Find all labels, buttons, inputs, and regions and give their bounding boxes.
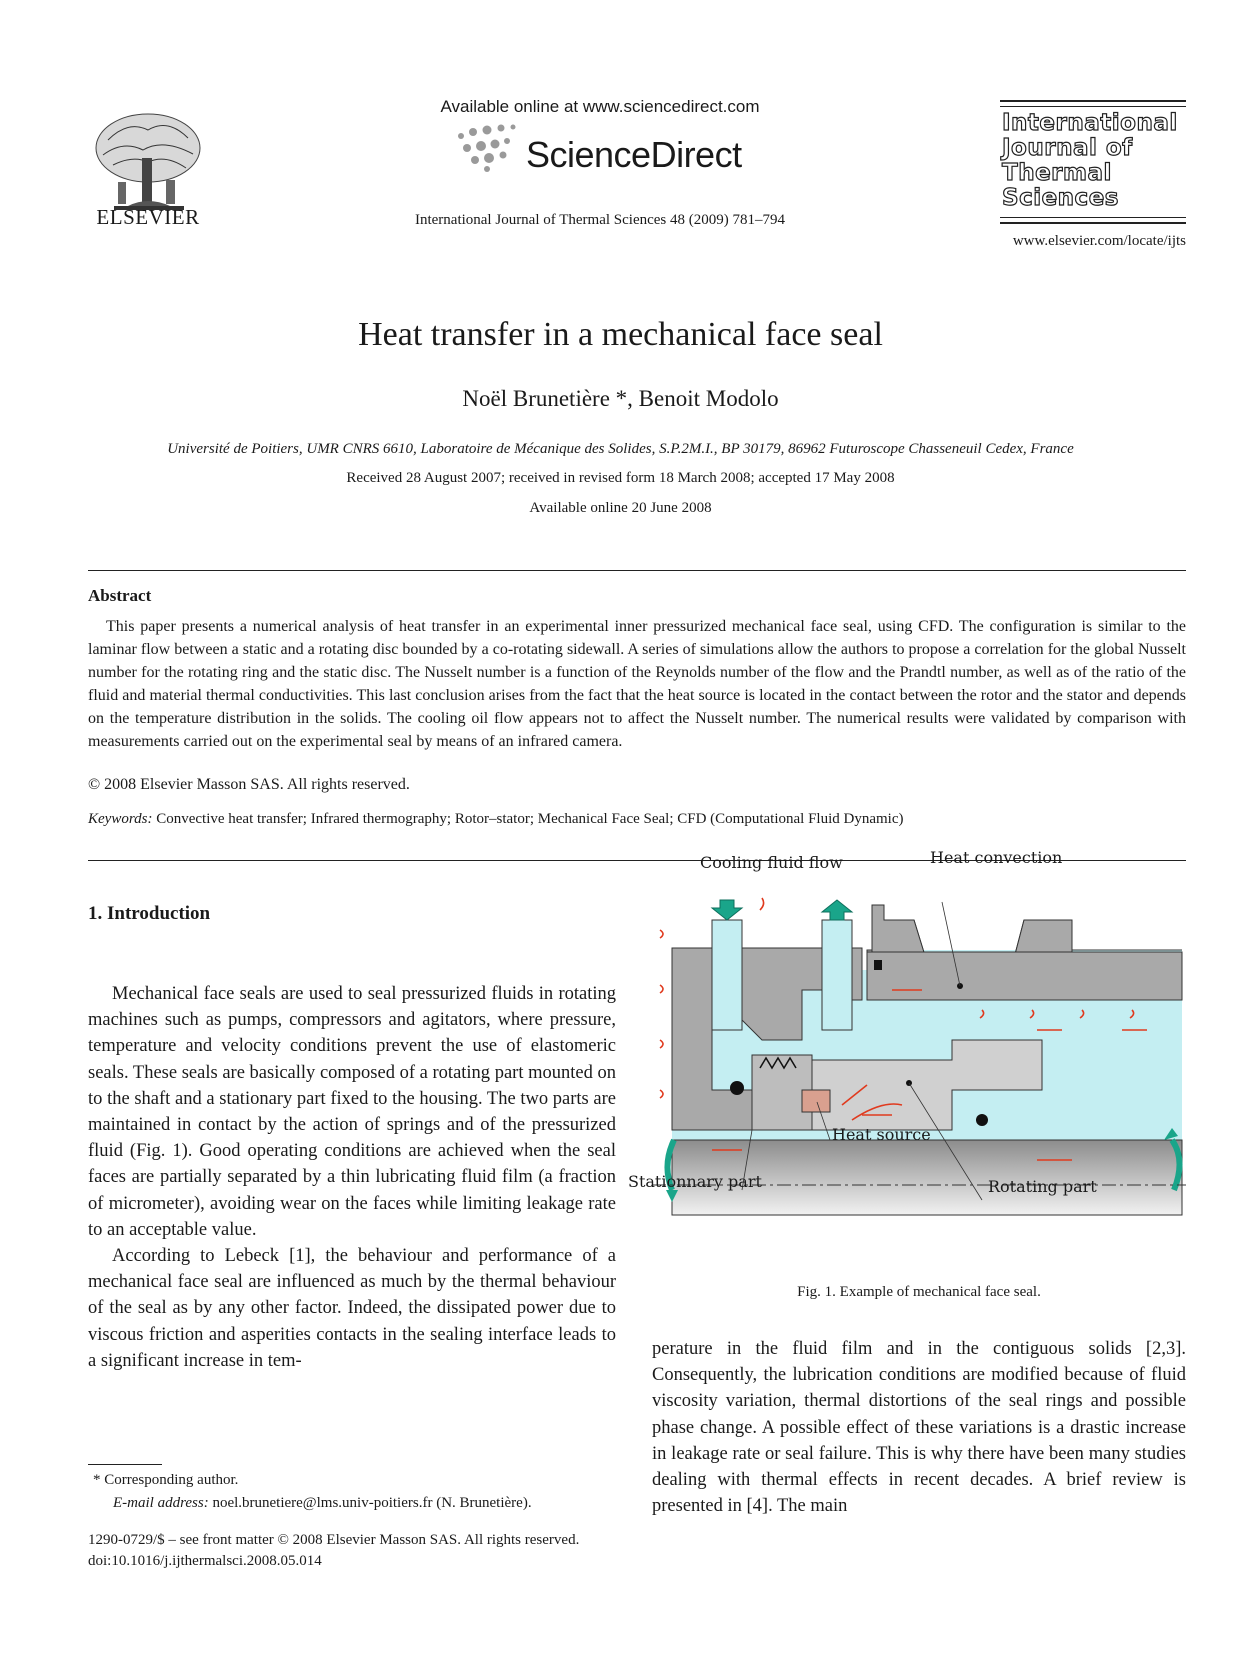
front-matter-note: 1290-0729/$ – see front matter © 2008 Elsevier Masson SAS. All rights reserved. [88, 1532, 580, 1548]
doi-link[interactable]: doi:10.1016/j.ijthermalsci.2008.05.014 [88, 1553, 322, 1569]
author-affiliation: Université de Poitiers, UMR CNRS 6610, Laboratoire de Mécanique des Solides, S.P.2M.I., BP 30179, 86962 Futuroscope Chasseneuil Cedex, France [167, 441, 1074, 457]
publisher-name: ELSEVIER [96, 205, 200, 229]
figure-label-stationary: Stationnary part [628, 1172, 762, 1191]
article-authors: Noël Brunetière *, Benoit Modolo [462, 386, 779, 411]
left-column [88, 981, 616, 1374]
keywords [88, 811, 1186, 828]
o-ring [874, 960, 882, 970]
journal-logo-rule [1000, 100, 1186, 102]
sciencedirect-brand: ScienceDirect [526, 134, 742, 175]
figure-label-cooling: Cooling fluid flow [700, 853, 843, 872]
journal-citation: International Journal of Thermal Sciences 48 (2009) 781–794 [414, 212, 786, 228]
corresponding-author-note: * Corresponding author. [93, 1472, 239, 1488]
sciencedirect-dots-icon [453, 122, 533, 174]
o-ring [976, 1114, 988, 1126]
abstract-heading: Abstract [88, 586, 152, 605]
outlet-arrow [822, 900, 852, 920]
email-address: noel.brunetiere@lms.univ-poitiers.fr (N. Brunetière). [208, 1495, 532, 1511]
journal-logo-line: Thermal [1002, 160, 1112, 186]
right-column [652, 1336, 1186, 1519]
divider [88, 570, 1186, 571]
journal-logo-rule [1000, 217, 1186, 218]
section-heading: 1. Introduction [88, 903, 211, 924]
footnote-divider [88, 1464, 162, 1465]
paragraph: Mechanical face seals are used to seal pressurized fluids in rotating machines such as pumps, compressors and agitators, where pressure, temperature and velocity conditions prevent the use of elastomeric seals. These seals are basically composed of a rotating part mounted on to the shaft and a stationary part fixed to the housing. The two parts are maintained in contact by the action of springs and of the pressurized fluid (Fig. 1). Good operating conditions are achieved when the seal faces are partially separated by a thin lubricating fluid film (a fraction of micrometer), avoiding wear on the faces while limiting leakage rate to an acceptable value. [88, 984, 616, 1240]
article-title: Heat transfer in a mechanical face seal [358, 316, 883, 353]
journal-logo-rule [1000, 106, 1186, 107]
figure-caption: Fig. 1. Example of mechanical face seal. [797, 1284, 1041, 1300]
o-ring [730, 1081, 744, 1095]
abstract-text: This paper presents a numerical analysis of heat transfer in an experimental inner pressurized mechanical face seal, using CFD. The configuration is similar to the laminar flow between a static and a rotating disc bounded by a co-rotating sidewall. A series of simulations allow the authors to propose a correlation for the global Nusselt number for the rotating ring and the static disc. The Nusselt number is a function of the Reynolds number of the flow and the Prandtl number, as well as of the ratio of the fluid and material thermal conductivities. This last conclusion arises from the fact that the heat source is located in the contact between the rotor and the stator and depends on the temperature distribution in the solids. The cooling oil flow appears not to affect the Nusselt number. The numerical results were validated by comparison with measurements carried out on the experimental seal by means of an infrared camera. [88, 618, 1186, 750]
journal-logo-line: Sciences [1002, 185, 1119, 211]
email-note [113, 1495, 532, 1512]
paragraph: According to Lebeck [1], the behaviour and performance of a mechanical face seal are influenced as much by the thermal behaviour of the seal as by any other factor. Indeed, the dissipated power due to viscous friction and asperities contacts in the sealing interface leads to a significant increase in tem- [88, 1246, 616, 1371]
outlet-channel [822, 920, 852, 1030]
email-label: E-mail address: [113, 1495, 209, 1511]
seal-contact [802, 1090, 830, 1112]
figure-label-convection: Heat convection [930, 848, 1063, 867]
journal-logo-line: International [1002, 110, 1178, 136]
figure-label-rotating: Rotating part [988, 1177, 1097, 1196]
mechanical-seal-figure [652, 890, 1186, 1270]
received-dates: Received 28 August 2007; received in revised form 18 March 2008; accepted 17 May 2008 [346, 470, 895, 486]
paragraph: perature in the fluid film and in the contiguous solids [2,3]. Consequently, the lubrication conditions are modified because of fluid viscosity variation, thermal distortions of the seal rings and possible phase change. A possible effect of these variations is a drastic increase in leakage rate or seal failure. This is why there have been many studies dealing with thermal effects in recent decades. A brief review is presented in [4]. The main [652, 1339, 1186, 1517]
keywords-list: Convective heat transfer; Infrared thermography; Rotor–stator; Mechanical Face Seal; CFD (Computational Fluid Dynamic) [152, 811, 904, 827]
inlet-channel [712, 920, 742, 1030]
abstract-copyright: © 2008 Elsevier Masson SAS. All rights reserved. [88, 776, 410, 793]
figure-label-heat-source: Heat source [832, 1125, 931, 1144]
rotating-band [867, 952, 1182, 1000]
journal-logo-rule [1000, 222, 1186, 224]
inlet-arrow [712, 900, 742, 920]
keywords-label: Keywords: [88, 811, 153, 827]
journal-logo-line: Journal of [1002, 135, 1133, 161]
available-online-text: Available online at www.sciencedirect.com [440, 97, 760, 116]
journal-url-link[interactable]: www.elsevier.com/locate/ijts [1012, 233, 1186, 249]
available-online-date: Available online 20 June 2008 [529, 500, 712, 516]
